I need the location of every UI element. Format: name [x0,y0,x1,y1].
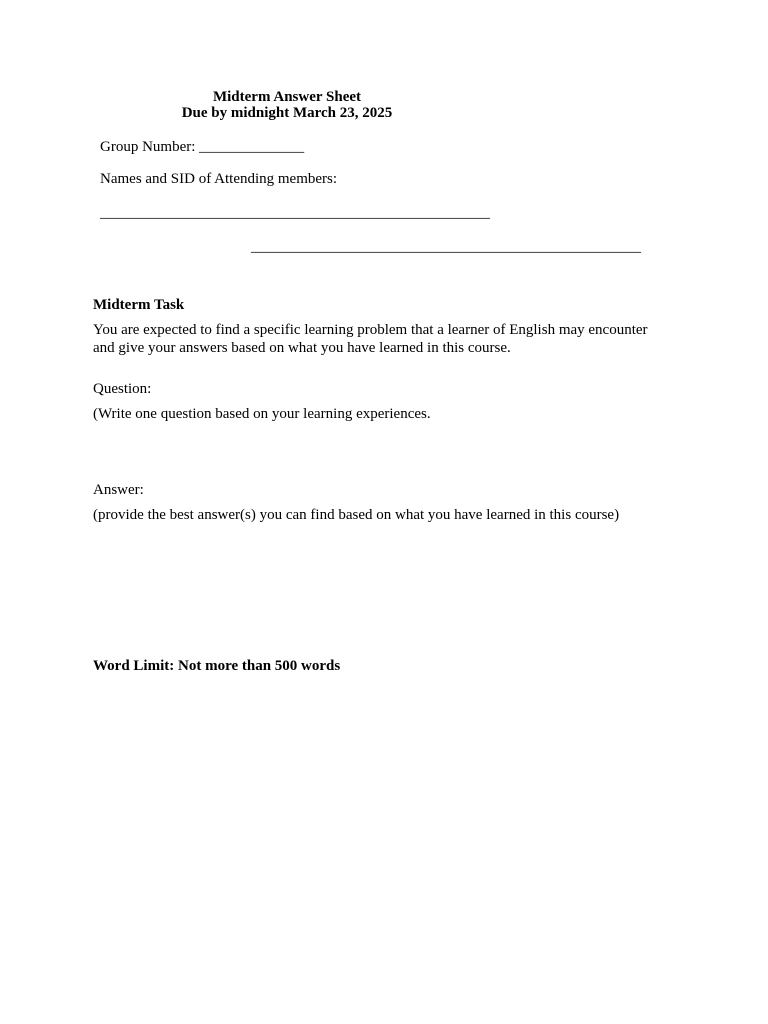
document-title: Midterm Answer Sheet [212,89,362,105]
task-description-line-1: You are expected to find a specific learning problem that a learner of English may encounter [93,322,648,338]
due-date: Due by midnight March 23, 2025 [181,105,393,121]
members-label: Names and SID of Attending members: [100,171,338,187]
task-heading: Midterm Task [93,297,185,313]
members-line-2: ____________________________________________________ [251,239,641,255]
word-limit: Word Limit: Not more than 500 words [93,658,341,674]
answer-instruction: (provide the best answer(s) you can find based on what you have learned in this course) [93,507,620,523]
task-description-line-2: and give your answers based on what you have learned in this course. [93,340,511,356]
answer-label: Answer: [93,482,144,498]
group-number-field: Group Number: ______________ [100,139,305,155]
question-label: Question: [93,381,152,397]
members-line-1: ____________________________________________________ [100,205,490,221]
question-instruction: (Write one question based on your learning experiences. [93,406,431,422]
